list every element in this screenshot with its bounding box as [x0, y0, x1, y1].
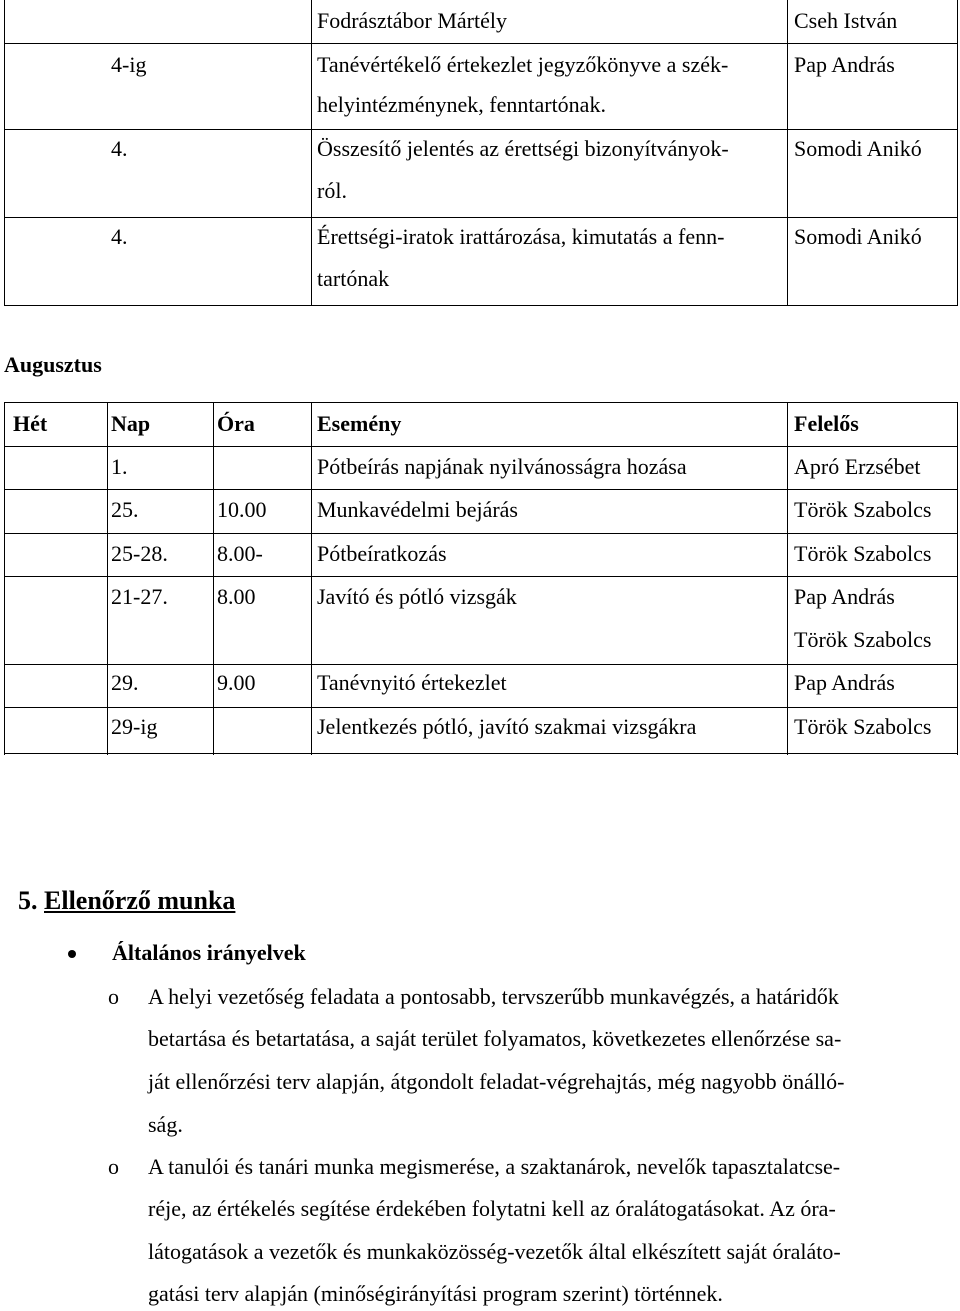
paragraph-line: ság.	[148, 1112, 183, 1137]
paragraph-line: látogatások a vezetők és munkaközösség-vezetők által elkészített saját óraláto-	[148, 1239, 841, 1264]
cell-responsible: Somodi Anikó	[794, 136, 922, 161]
cell-responsible: Apró Erzsébet	[794, 454, 921, 479]
header-ora: Óra	[217, 411, 255, 436]
paragraph-line: ját ellenőrzési terv alapján, átgondolt feladat-végrehajtás, még nagyobb önálló-	[148, 1069, 845, 1094]
cell-responsible: Pap András	[794, 52, 895, 77]
paragraph-line: A helyi vezetőség feladata a pontosabb, tervszerűbb munkavégzés, a határidők	[148, 984, 839, 1009]
cell-ora: 10.00	[217, 497, 267, 522]
section-number: 5.	[18, 886, 38, 915]
paragraph-line: gatási terv alapján (minőségirányítási program szerint) történnek.	[148, 1281, 723, 1306]
cell-event: Összesítő jelentés az érettségi bizonyítványok-	[317, 136, 729, 161]
august-table	[4, 402, 958, 755]
cell-ora: 8.00-	[217, 541, 263, 566]
bullet-heading: Általános irányelvek	[112, 940, 306, 965]
table-row	[5, 218, 957, 306]
circle-bullet-icon: o	[108, 984, 119, 1009]
cell-responsible-2: Török Szabolcs	[794, 627, 932, 652]
cell-responsible: Cseh István	[794, 8, 898, 33]
cell-ora: 8.00	[217, 584, 256, 609]
table-row	[5, 708, 957, 754]
cell-event: Érettségi-iratok irattározása, kimutatás a fenn-	[317, 224, 725, 249]
header-esemeny: Esemény	[317, 411, 402, 436]
cell-event: Jelentkezés pótló, javító szakmai vizsgákra	[317, 714, 697, 739]
cell-responsible: Pap András	[794, 670, 895, 695]
cell-event: Fodrásztábor Mártély	[317, 8, 507, 33]
table-row	[5, 44, 957, 130]
section-title: Ellenőrző munka	[44, 886, 236, 915]
cell-nap: 25.	[111, 497, 139, 522]
cell-nap: 21-27.	[111, 584, 168, 609]
table-row	[5, 447, 957, 490]
cell-event-cont: ról.	[317, 178, 347, 203]
cell-responsible: Somodi Anikó	[794, 224, 922, 249]
cell-event: Tanévnyitó értekezlet	[317, 670, 507, 695]
month-heading: Augusztus	[4, 352, 102, 377]
cell-event-cont: helyintézménynek, fenntartónak.	[317, 92, 606, 117]
paragraph-line: réje, az értékelés segítése érdekében folytatni kell az óralátogatásokat. Az óra-	[148, 1196, 836, 1221]
top-table	[4, 0, 958, 306]
table-row	[5, 534, 957, 577]
cell-event: Javító és pótló vizsgák	[317, 584, 517, 609]
table-row	[5, 665, 957, 708]
table-row	[5, 577, 957, 665]
cell-nap: 1.	[111, 454, 128, 479]
header-het: Hét	[13, 411, 48, 436]
cell-responsible: Török Szabolcs	[794, 714, 932, 739]
cell-ora: 9.00	[217, 670, 256, 695]
header-felelos: Felelős	[794, 411, 859, 436]
header-nap: Nap	[111, 411, 151, 436]
table-row	[5, 490, 957, 534]
cell-event: Pótbeírás napjának nyilvánosságra hozása	[317, 454, 687, 479]
cell-date: 4-ig	[111, 52, 147, 77]
cell-event: Tanévértékelő értekezlet jegyzőkönyve a szék-	[317, 52, 729, 77]
cell-nap: 25-28.	[111, 541, 168, 566]
section-heading	[18, 886, 235, 916]
table-header-row	[5, 403, 957, 447]
cell-responsible: Pap András	[794, 584, 895, 609]
paragraph-line: A tanulói és tanári munka megismerése, a szaktanárok, nevelők tapasztalatcse-	[148, 1154, 841, 1179]
cell-nap: 29-ig	[111, 714, 158, 739]
paragraph-line: betartása és betartatása, a saját terület folyamatos, következetes ellenőrzése sa-	[148, 1026, 842, 1051]
cell-responsible: Török Szabolcs	[794, 497, 932, 522]
cell-date: 4.	[111, 136, 128, 161]
cell-event: Munkavédelmi bejárás	[317, 497, 518, 522]
cell-event-cont: tartónak	[317, 266, 390, 291]
bullet-dot-icon	[68, 950, 76, 958]
table-row	[5, 0, 957, 44]
table-row	[5, 130, 957, 218]
cell-responsible: Török Szabolcs	[794, 541, 932, 566]
cell-date: 4.	[111, 224, 128, 249]
cell-event: Pótbeíratkozás	[317, 541, 447, 566]
cell-nap: 29.	[111, 670, 139, 695]
circle-bullet-icon: o	[108, 1154, 119, 1179]
